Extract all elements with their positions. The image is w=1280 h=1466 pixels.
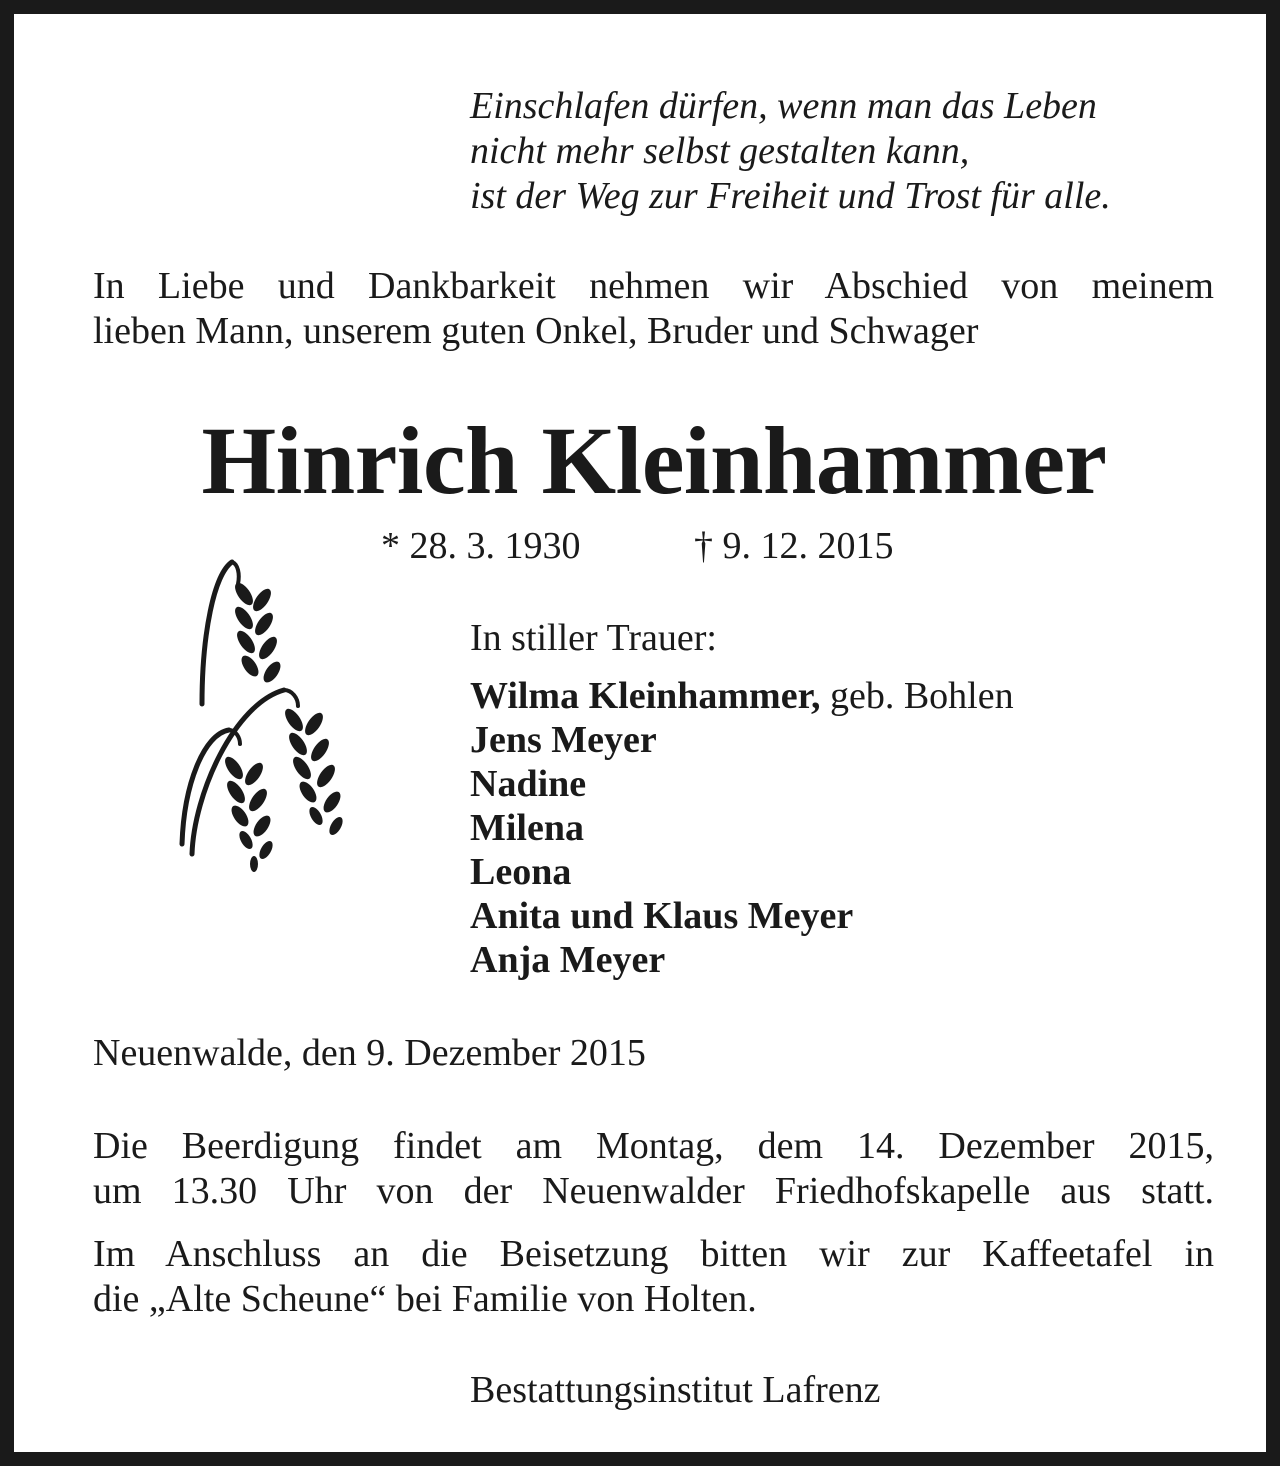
mourner-item — [470, 762, 1014, 806]
deceased-name: Hinrich Kleinhammer — [201, 407, 1107, 514]
reception-line: Im Anschluss an die Beisetzung bitten wir zur Kaffeetafel in — [93, 1233, 1214, 1275]
mourner-maiden-name: geb. Bohlen — [820, 675, 1014, 717]
mourner-item — [470, 806, 1014, 850]
death-date: † 9. 12. 2015 — [694, 525, 894, 567]
mourner-name: Anja Meyer — [470, 939, 666, 981]
mourner-name: Wilma Kleinhammer, — [470, 675, 821, 717]
mourner-item — [470, 674, 1014, 718]
intro-line: lieben Mann, unserem guten Onkel, Bruder und Schwager — [93, 310, 979, 352]
motto-line: nicht mehr selbst gestalten kann, — [470, 130, 970, 172]
intro-line: In Liebe und Dankbarkeit nehmen wir Abschied von meinem — [93, 265, 1214, 307]
mourner-item — [470, 894, 1014, 938]
motto-quote — [470, 84, 1111, 219]
undertaker-name: Bestattungsinstitut Lafrenz — [470, 1369, 881, 1411]
mourner-item — [470, 938, 1014, 982]
mourner-item — [470, 850, 1014, 894]
funeral-notice — [93, 1124, 1214, 1214]
mourner-name: Milena — [470, 807, 584, 849]
mourners-heading: In stiller Trauer: — [470, 617, 717, 659]
birth-date: * 28. 3. 1930 — [381, 525, 581, 567]
motto-line: ist der Weg zur Freiheit und Trost für alle. — [470, 175, 1111, 217]
funeral-line: um 13.30 Uhr von der Neuenwalder Friedhofskapelle aus statt. — [93, 1170, 1214, 1212]
mourners-list — [470, 674, 1014, 982]
mourner-name: Nadine — [470, 763, 587, 805]
funeral-line: Die Beerdigung findet am Montag, dem 14. Dezember 2015, — [93, 1125, 1214, 1167]
place-date: Neuenwalde, den 9. Dezember 2015 — [93, 1032, 646, 1074]
intro-text — [93, 264, 1214, 354]
motto-line: Einschlafen dürfen, wenn man das Leben — [470, 85, 1097, 127]
wheat-ears-icon — [174, 554, 364, 884]
mourner-name: Leona — [470, 851, 572, 893]
mourner-name: Anita und Klaus Meyer — [470, 895, 854, 937]
reception-notice — [93, 1232, 1214, 1322]
reception-line: die „Alte Scheune“ bei Familie von Holten. — [93, 1278, 757, 1320]
mourner-item — [470, 718, 1014, 762]
mourner-name: Jens Meyer — [470, 719, 657, 761]
